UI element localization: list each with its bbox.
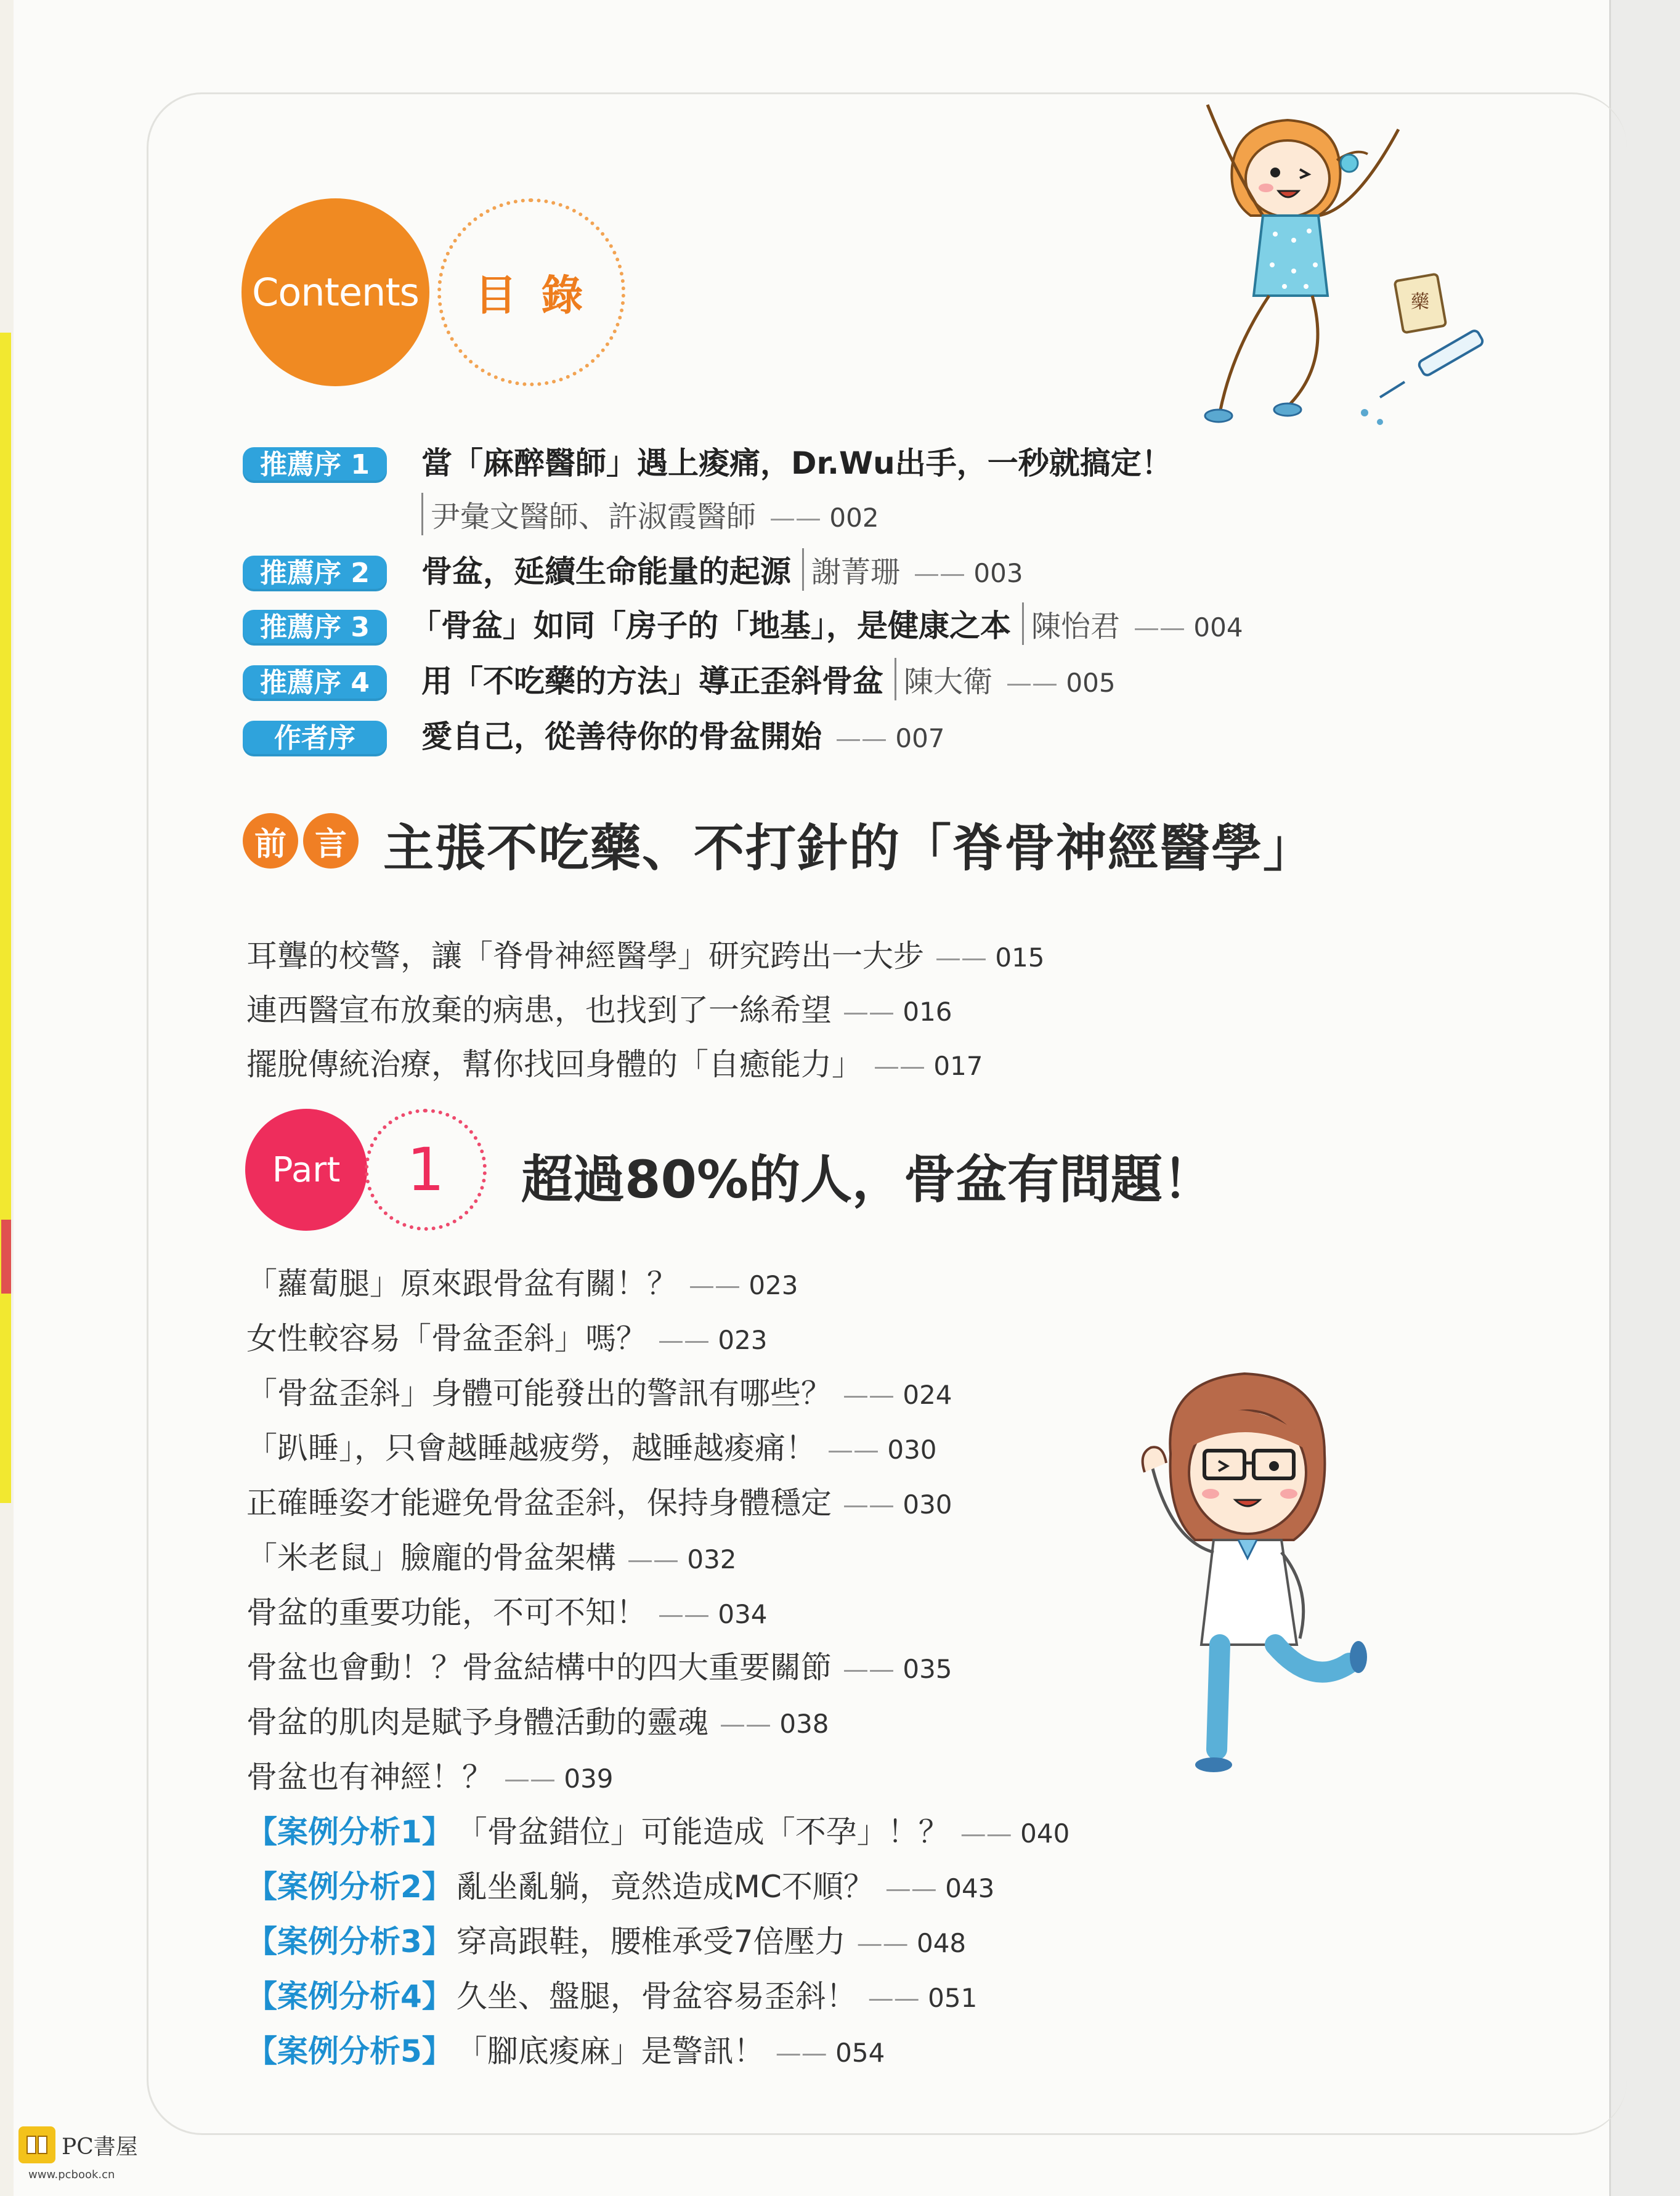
part1-entry-page: —— 030: [827, 1435, 937, 1465]
case-entry-page: —— 048: [857, 1928, 967, 1958]
foreword-entry-page: —— 017: [874, 1051, 983, 1081]
part1-entry-page: —— 023: [658, 1325, 768, 1355]
part1-entry-8[interactable]: [246, 1643, 952, 1687]
part1-entry-text: 骨盆的肌肉是賦予身體活動的靈魂: [246, 1704, 708, 1740]
part1-entry-text: 「米老鼠」臉龐的骨盆架構: [246, 1540, 616, 1576]
rec-row-4[interactable]: [243, 657, 1116, 701]
foreword-entry-3[interactable]: [246, 1040, 983, 1084]
part1-entry-page: —— 032: [627, 1544, 737, 1574]
part1-entry-text: 正確睡姿才能避免骨盆歪斜，保持身體穩定: [246, 1485, 832, 1521]
foreword-title: 主張不吃藥、不打針的「脊骨神經醫學」: [383, 819, 1315, 878]
case-entry-text: 「腳底痠麻」是警訊！: [456, 2033, 765, 2069]
part1-entry-page: —— 034: [658, 1599, 768, 1629]
rec-badge-4: 推薦序 4: [243, 665, 387, 701]
part1-entry-text: 骨盆也有神經！？: [246, 1759, 493, 1795]
logo-text: PC書屋: [62, 2134, 138, 2160]
rec-badge-5: 作者序: [243, 721, 387, 756]
part-number: 1: [407, 1135, 445, 1204]
cover-edge-mark: [1, 1220, 11, 1294]
case-entry-4[interactable]: [246, 1972, 977, 2016]
part1-entry-page: —— 023: [689, 1270, 798, 1300]
case-entry-text: 久坐、盤腿，骨盆容易歪斜！: [456, 1979, 857, 2014]
part1-entry-text: 「趴睡」，只會越睡越疲勞，越睡越痠痛！: [246, 1430, 816, 1466]
part1-entry-7[interactable]: [246, 1588, 768, 1632]
site-logo: [18, 2126, 138, 2163]
rec-page-3: —— 004: [1134, 612, 1243, 642]
case-entry-page: —— 040: [960, 1818, 1070, 1849]
case-label: 【案例分析3】: [246, 1924, 453, 1959]
part-badge: [245, 1109, 367, 1231]
book-icon: [18, 2126, 55, 2163]
case-label: 【案例分析4】: [246, 1979, 453, 2014]
case-entry-page: —— 051: [868, 1983, 978, 2013]
rec-badge-3: 推薦序 3: [243, 610, 387, 646]
part1-entry-text: 女性較容易「骨盆歪斜」嗎？: [246, 1321, 647, 1356]
rec-page-2: —— 003: [914, 558, 1023, 588]
rec-title-3: 「骨盆」如同「房子的「地基」，是健康之本: [410, 608, 1011, 644]
jumping-girl-illustration: [1195, 92, 1503, 437]
part1-entry-page: —— 038: [720, 1709, 829, 1739]
contents-label: Contents: [252, 270, 419, 315]
part1-entry-6[interactable]: [246, 1533, 737, 1578]
part1-entry-text: 「蘿蔔腿」原來跟骨盆有關！？: [246, 1266, 678, 1302]
part1-entry-page: —— 039: [504, 1764, 614, 1794]
case-entry-text: 亂坐亂躺，竟然造成MC不順？: [456, 1869, 874, 1905]
part1-entry-text: 骨盆也會動！？骨盆結構中的四大重要關節: [246, 1650, 832, 1685]
part1-entry-text: 骨盆的重要功能，不可不知！: [246, 1595, 647, 1631]
part-title: 超過80%的人，骨盆有問題！: [521, 1149, 1215, 1210]
rec-author-1: 尹彙文醫師、許淑霞醫師: [421, 493, 756, 535]
rec-badge-2: 推薦序 2: [243, 556, 387, 591]
part1-entry-10[interactable]: [246, 1752, 614, 1797]
part1-entry-page: —— 035: [843, 1654, 952, 1684]
foreword-badge-2: 言: [303, 813, 359, 869]
foreword-entry-1[interactable]: [246, 931, 1045, 976]
rec-row-2[interactable]: [243, 547, 1023, 591]
case-entry-2[interactable]: [246, 1862, 994, 1906]
rec-page-1: —— 002: [769, 503, 879, 533]
part1-entry-page: —— 030: [843, 1489, 952, 1520]
case-entry-text: 「骨盆錯位」可能造成「不孕」！？: [456, 1814, 949, 1850]
part1-entry-9[interactable]: [246, 1698, 829, 1742]
rec-title-2: 骨盆，延續生命能量的起源: [421, 554, 791, 590]
rec-author-2: 謝菁珊: [802, 548, 900, 591]
mulu-badge: [437, 198, 625, 386]
case-entry-5[interactable]: [246, 2027, 885, 2071]
case-entry-1[interactable]: [246, 1807, 1069, 1852]
rec-row-3[interactable]: [243, 601, 1243, 646]
rec-title-4: 用「不吃藥的方法」導正歪斜骨盆: [421, 663, 883, 699]
rec-badge-1: 推薦序 1: [243, 447, 387, 483]
rec-author-3: 陳怡君: [1022, 602, 1120, 645]
doctor-girl-illustration: [1127, 1355, 1386, 1786]
part1-entry-text: 「骨盆歪斜」身體可能發出的警訊有哪些？: [246, 1376, 832, 1411]
case-entry-page: —— 054: [776, 2038, 885, 2068]
svg-text:藥: 藥: [1411, 291, 1429, 313]
part1-entry-3[interactable]: [246, 1369, 952, 1413]
part-number-badge: [365, 1109, 487, 1231]
foreword-entry-page: —— 016: [843, 997, 952, 1027]
logo-url: www.pcbook.cn: [28, 2168, 115, 2181]
case-label: 【案例分析2】: [246, 1869, 453, 1905]
foreword-entry-text: 耳聾的校警，讓「脊骨神經醫學」研究跨出一大步: [246, 938, 924, 974]
rec-title-1: 當「麻醉醫師」遇上痠痛，Dr.Wu出手，一秒就搞定！: [421, 445, 1172, 481]
foreword-entry-page: —— 015: [935, 942, 1045, 973]
part1-entry-1[interactable]: [246, 1259, 798, 1303]
rec-1-author-line: [421, 493, 879, 535]
part1-entry-page: —— 024: [843, 1380, 952, 1410]
foreword-badges: [243, 813, 359, 869]
rec-page-4: —— 005: [1006, 668, 1116, 698]
contents-badge: [241, 198, 429, 386]
part1-entry-2[interactable]: [246, 1314, 768, 1358]
foreword-entry-2[interactable]: [246, 986, 952, 1030]
foreword-badge-1: 前: [243, 813, 298, 869]
case-entry-3[interactable]: [246, 1917, 966, 1961]
rec-row-5[interactable]: [243, 712, 945, 756]
part-label: Part: [272, 1149, 341, 1190]
rec-page-5: —— 007: [835, 723, 945, 753]
mulu-label: 目 錄: [474, 272, 588, 320]
rec-row-1[interactable]: [243, 439, 1172, 483]
cover-edge-strip: [0, 333, 11, 1503]
case-entry-text: 穿高跟鞋，腰椎承受7倍壓力: [456, 1924, 846, 1959]
case-label: 【案例分析5】: [246, 2033, 453, 2069]
foreword-entry-text: 擺脫傳統治療，幫你找回身體的「自癒能力」: [246, 1047, 862, 1082]
case-entry-page: —— 043: [885, 1873, 995, 1903]
rec-title-5: 愛自己，從善待你的骨盆開始: [421, 719, 822, 755]
part1-entry-5[interactable]: [246, 1478, 952, 1523]
case-label: 【案例分析1】: [246, 1814, 453, 1850]
part1-entry-4[interactable]: [246, 1424, 937, 1468]
foreword-entry-text: 連西醫宣布放棄的病患，也找到了一絲希望: [246, 992, 832, 1028]
rec-author-4: 陳大衛: [895, 658, 992, 700]
